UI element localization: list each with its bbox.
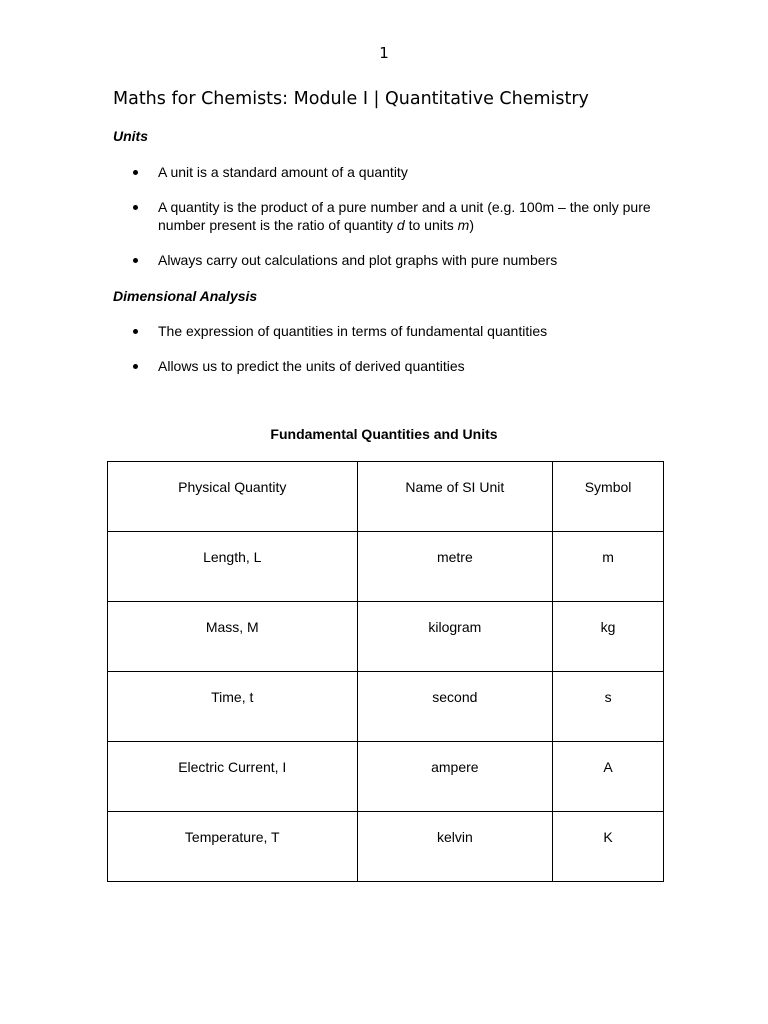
table-caption: Fundamental Quantities and Units [270, 426, 498, 442]
bullet-text: Always carry out calculations and plot graphs with pure numbers [158, 252, 558, 268]
cell-quantity: Temperature, T [108, 812, 358, 882]
cell-quantity: Time, t [108, 672, 358, 742]
cell-unit-name: kelvin [357, 812, 553, 882]
bullet-item [113, 357, 673, 375]
header-si-unit-name: Name of SI Unit [357, 462, 553, 532]
dimensional-analysis-bullet-list [113, 322, 673, 375]
bullet-dot-icon [133, 170, 138, 175]
bullet-dot-icon [133, 258, 138, 263]
bullet-item [113, 322, 673, 340]
units-bullet-list [113, 163, 673, 269]
cell-quantity: Mass, M [108, 602, 358, 672]
cell-symbol: A [553, 742, 664, 812]
italic-symbol-m: m [457, 217, 470, 233]
bullet-text [158, 199, 651, 233]
bullet-text-part: ) [469, 217, 474, 233]
bullet-text-part: to units [404, 217, 458, 233]
cell-quantity: Electric Current, I [108, 742, 358, 812]
cell-unit-name: kilogram [357, 602, 553, 672]
table-row [108, 602, 664, 672]
cell-quantity: Length, L [108, 532, 358, 602]
table-row [108, 672, 664, 742]
bullet-dot-icon [133, 364, 138, 369]
bullet-item [113, 251, 673, 269]
bullet-dot-icon [133, 329, 138, 334]
bullet-item [113, 163, 673, 181]
bullet-item [113, 198, 673, 234]
bullet-text: Allows us to predict the units of derived quantities [158, 358, 465, 374]
cell-symbol: kg [553, 602, 664, 672]
table-header-row [108, 462, 664, 532]
document-title: Maths for Chemists: Module I | Quantitative Chemistry [113, 89, 589, 109]
italic-symbol-d: d [396, 217, 405, 233]
cell-unit-name: second [357, 672, 553, 742]
cell-symbol: s [553, 672, 664, 742]
section-heading-units: Units [113, 128, 148, 144]
table-row [108, 812, 664, 882]
bullet-text: The expression of quantities in terms of fundamental quantities [158, 323, 548, 339]
fundamental-units-table [107, 461, 664, 882]
cell-unit-name: ampere [357, 742, 553, 812]
table-row [108, 742, 664, 812]
bullet-text: A unit is a standard amount of a quantity [158, 164, 408, 180]
page-number: 1 [379, 44, 389, 62]
bullet-text-part: A quantity is the product of a pure number and a unit (e.g. 100m – the only pure number present is the ratio of quantity [158, 199, 651, 233]
header-physical-quantity: Physical Quantity [108, 462, 358, 532]
cell-symbol: m [553, 532, 664, 602]
cell-unit-name: metre [357, 532, 553, 602]
table-row [108, 532, 664, 602]
bullet-dot-icon [133, 205, 138, 210]
section-heading-dimensional-analysis: Dimensional Analysis [113, 288, 258, 304]
cell-symbol: K [553, 812, 664, 882]
header-symbol: Symbol [553, 462, 664, 532]
